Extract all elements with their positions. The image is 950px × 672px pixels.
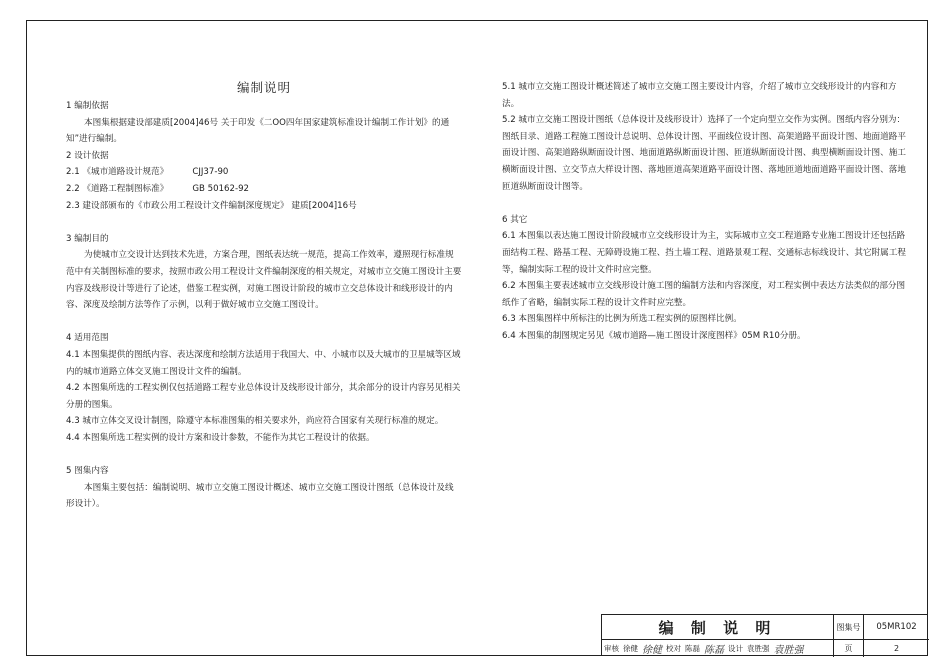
- reference-2-2-code: GB 50162-92: [192, 183, 250, 194]
- reviewer-name: 徐健: [623, 644, 638, 653]
- document-title: 编制说明: [236, 80, 291, 95]
- section-3-heading: 3 编制目的: [66, 233, 109, 244]
- title-block-main-title: 编 制 说 明: [602, 615, 834, 640]
- item-5-2: 5.2 城市立交施工图设计图纸（总体设计及线形设计）选择了一个定向型立交作为实例。图纸内容分别为：图纸目录、道路工程施工图设计总说明、总体设计图、平面线位设计图、高架道路平面设计图、地面道路平面设计图、高架道路纵断面设计图、地面道路纵断面设计图、匝道纵断面设计图、典型横断面设计图、施工横断面设计图、立交节点大样设计图、落地匝道高架道路平面设计图、落地匝道地面道路平面设计图、落地匝道纵断面设计图等。: [502, 115, 906, 192]
- checker-name: 陈磊: [685, 644, 700, 653]
- item-6-1: 6.1 本图集以表达施工图设计阶段城市立交线形设计为主，实际城市立交工程道路专业施工图设计还包括路面结构工程、路基工程、无障碍设施工程、挡土墙工程、道路景观工程、交通标志标线设计、其它附属工程等，编制实际工程的设计文件时应完整。: [502, 231, 906, 275]
- item-4-4: 4.4 本图集所选工程实例的设计方案和设计参数，不能作为其它工程设计的依据。: [66, 432, 375, 443]
- reference-2-2-name: 2.2 《道路工程制图标准》: [66, 183, 169, 194]
- item-6-3: 6.3 本图集图样中所标注的比例为所选工程实例的原图样比例。: [502, 314, 742, 325]
- reference-2-1-code: CJJ37-90: [192, 167, 229, 178]
- item-6-2: 6.2 本图集主要表述城市立交线形设计施工图的编制方法和内容深度，对工程实例中表达方法类似的部分图纸作了省略，编制实际工程的设计文件时应完整。: [502, 281, 906, 308]
- reference-2-2: [66, 181, 462, 198]
- section-1-paragraph: 本图集根据建设部建质[2004]46号 关于印发《二OO四年国家建筑标准设计编制工作计划》的通知”进行编制。: [66, 117, 450, 145]
- item-4-3: 4.3 城市立体交叉设计制图，除遵守本标准图集的相关要求外，尚应符合国家有关现行标准的规定。: [66, 416, 444, 427]
- signature-row: [602, 640, 834, 657]
- section-3-paragraph: 为使城市立交设计达到技术先进，方案合理，图纸表达统一规范，提高工作效率，遵照现行标准规范中有关制图标准的要求，按照市政公用工程设计文件编制深度的相关规定，对城市立交施工图设计主要内容及线形设计等进行了论述，借鉴工程实例，对施工图设计阶段的城市立交总体设计和线形设计的内容、深度及绘制方法等作了示例，以利于做好城市立交施工图设计。: [66, 250, 462, 311]
- section-6-heading: 6 其它: [502, 214, 528, 225]
- reference-2-3: 2.3 建设部颁布的《市政公用工程设计文件编制深度规定》 建质[2004]16号: [66, 200, 357, 211]
- design-label: 设计: [728, 644, 743, 653]
- reviewer-signature: 徐健: [642, 645, 662, 656]
- review-label: 审核: [604, 644, 619, 653]
- reference-2-1-name: 2.1 《城市道路设计规范》: [66, 167, 169, 178]
- title-block: [601, 614, 928, 656]
- atlas-number-label: 图集号: [834, 615, 864, 640]
- item-4-1: 4.1 本图集提供的图纸内容、表达深度和绘制方法适用于我国大、中、小城市以及大城市的卫星城等区域内的城市道路立体交叉施工图设计文件的编制。: [66, 349, 461, 377]
- page-label: 页: [834, 640, 864, 657]
- left-column: [66, 98, 462, 513]
- section-5-heading: 5 图集内容: [66, 466, 109, 477]
- section-4-heading: 4 适用范围: [66, 333, 109, 344]
- reference-2-1: [66, 164, 462, 181]
- item-6-4: 6.4 本图集的制图规定另见《城市道路—施工图设计深度图样》05M R10分册。: [502, 330, 806, 341]
- checker-signature: 陈磊: [704, 645, 724, 656]
- section-5-paragraph: 本图集主要包括：编制说明、城市立交施工图设计概述、城市立交施工图设计图纸（总体设计及线形设计）。: [66, 482, 454, 510]
- page-number: 2: [893, 644, 900, 653]
- title-area: [66, 0, 462, 100]
- section-1-heading: 1 编制依据: [66, 101, 109, 111]
- item-4-2: 4.2 本图集所选的工程实例仅包括道路工程专业总体设计及线形设计部分，其余部分的设计内容另见相关分册的图集。: [66, 383, 461, 410]
- atlas-number: 05MR102: [864, 615, 929, 640]
- designer-signature: 袁胜强: [773, 645, 804, 656]
- right-column: [502, 79, 906, 345]
- section-2-heading: 2 设计依据: [66, 150, 109, 161]
- item-5-1: 5.1 城市立交施工图设计概述简述了城市立交施工图主要设计内容，介绍了城市立交线形设计的内容和方法。: [502, 82, 897, 109]
- check-label: 校对: [666, 644, 681, 653]
- designer-name: 袁胜强: [747, 644, 770, 653]
